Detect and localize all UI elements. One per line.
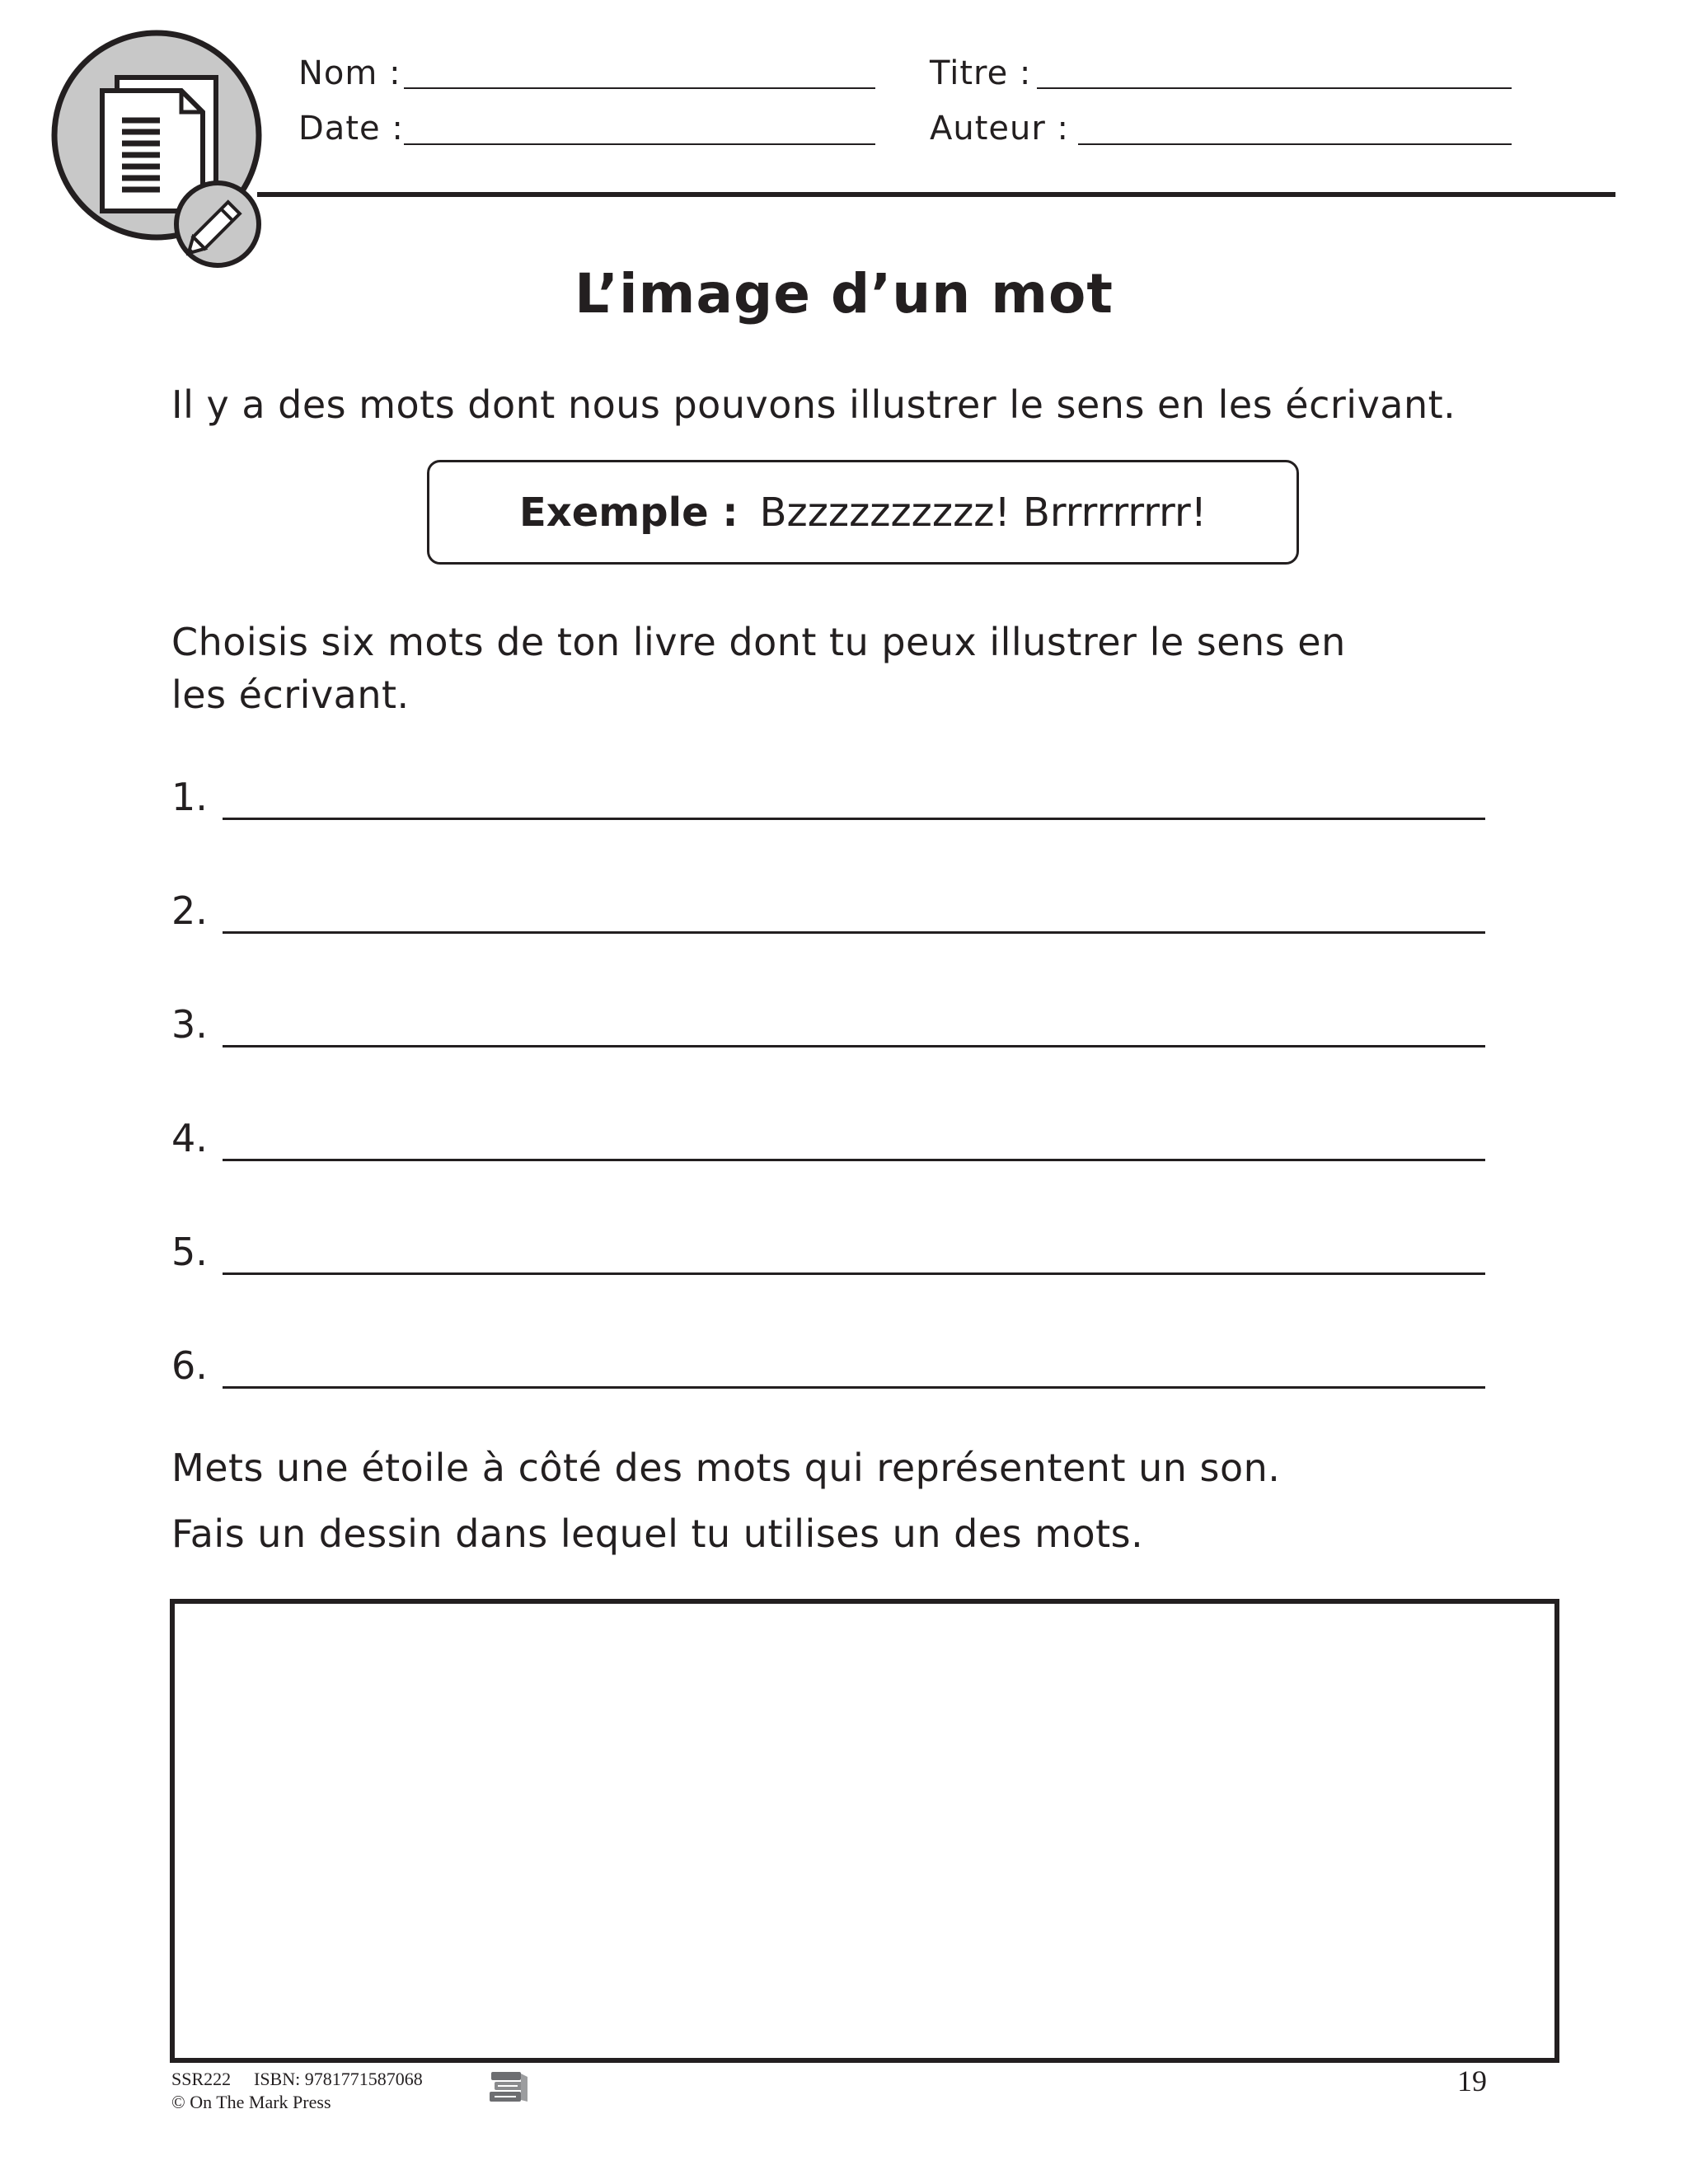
footer-code: SSR222 xyxy=(171,2069,232,2089)
name-label: Nom : xyxy=(298,54,401,92)
name-field[interactable] xyxy=(404,87,875,89)
answer-number-3: 3. xyxy=(171,1002,208,1047)
example-text: Bzzzzzzzzzz! Brrrrrrrrr! xyxy=(759,489,1207,536)
header-rule xyxy=(257,192,1615,197)
date-field[interactable] xyxy=(404,143,875,145)
answer-line-3[interactable] xyxy=(223,1045,1485,1047)
drawing-instruction: Fais un dessin dans lequel tu utilises un des mots. xyxy=(171,1511,1144,1556)
answer-number-4: 4. xyxy=(171,1116,208,1160)
document-with-pencil-icon xyxy=(51,30,274,269)
example-label: Exemple : xyxy=(518,489,738,536)
instruction-line-2: les écrivant. xyxy=(171,673,410,717)
answer-number-1: 1. xyxy=(171,775,208,819)
intro-text: Il y a des mots dont nous pouvons illustrer le sens en les écrivant. xyxy=(171,382,1456,427)
answer-line-4[interactable] xyxy=(223,1159,1485,1161)
drawing-area[interactable] xyxy=(170,1599,1559,2063)
date-label: Date : xyxy=(298,110,404,148)
footer-isbn: ISBN: 9781771587068 xyxy=(254,2069,423,2089)
title-field[interactable] xyxy=(1037,87,1512,89)
answer-number-5: 5. xyxy=(171,1230,208,1274)
book-stack-icon xyxy=(488,2069,529,2107)
star-instruction: Mets une étoile à côté des mots qui représentent un son. xyxy=(171,1446,1281,1490)
answer-line-2[interactable] xyxy=(223,931,1485,934)
title-label: Titre : xyxy=(930,54,1032,92)
answer-number-6: 6. xyxy=(171,1343,208,1388)
author-field[interactable] xyxy=(1078,143,1512,145)
answer-line-5[interactable] xyxy=(223,1272,1485,1275)
page-number: 19 xyxy=(1457,2064,1487,2097)
answer-number-2: 2. xyxy=(171,888,208,933)
answer-line-1[interactable] xyxy=(223,818,1485,820)
footer-copyright: © On The Mark Press xyxy=(171,2092,331,2112)
instruction-line-1: Choisis six mots de ton livre dont tu peux illustrer le sens en xyxy=(171,620,1346,664)
page-title: L’image d’un mot xyxy=(574,262,1114,326)
example-box xyxy=(427,460,1299,565)
answer-line-6[interactable] xyxy=(223,1386,1485,1389)
author-label: Auteur : xyxy=(930,110,1069,148)
